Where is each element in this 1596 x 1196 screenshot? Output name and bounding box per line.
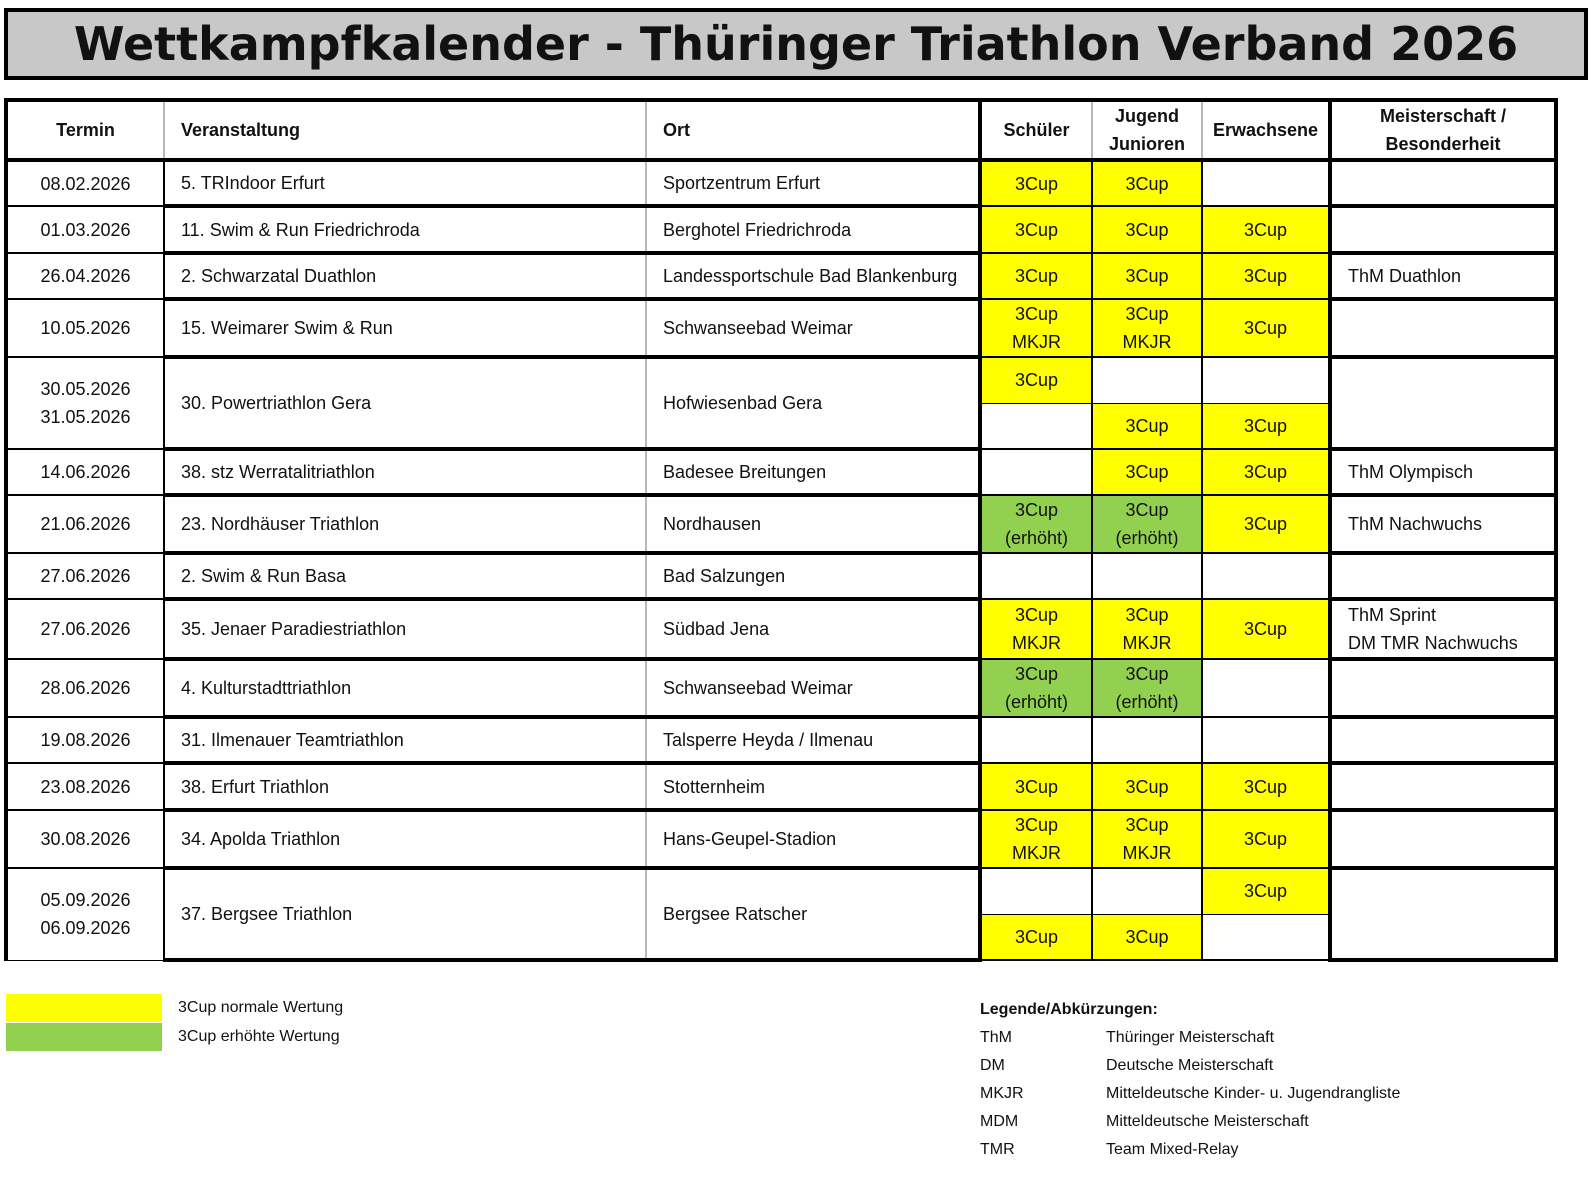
cell-schueler-line: MKJR [1012, 332, 1061, 352]
table-row [6, 868, 1556, 914]
cell-date: 10.05.2026 [6, 299, 164, 357]
cell-schueler [980, 810, 1092, 868]
cell-date-line: 30.05.2026 [40, 379, 131, 399]
cell-erwachsene-top [1202, 357, 1330, 403]
table-row [6, 553, 1556, 599]
cell-erwachsene [1202, 599, 1330, 659]
col-header-meisterschaft [1330, 100, 1556, 160]
table-row [6, 599, 1556, 659]
col-header-meister-line2: Besonderheit [1385, 134, 1501, 154]
cell-event: 37. Bergsee Triathlon [164, 868, 646, 960]
col-header-termin: Termin [6, 100, 164, 160]
cell-erwachsene [1202, 810, 1330, 868]
cell-erwachsene [1202, 659, 1330, 717]
cell-schueler-top: 3Cup [980, 357, 1092, 403]
col-header-jugend-line2: Junioren [1108, 134, 1185, 154]
calendar-table [4, 98, 1558, 962]
cell-schueler-line: MKJR [1012, 633, 1061, 653]
cell-jugend-line: 3Cup [1125, 219, 1169, 240]
table-row [6, 206, 1556, 253]
cell-erwachsene-line: 3Cup [1243, 318, 1288, 338]
cell-erwachsene [1202, 763, 1330, 810]
cell-jugend [1092, 763, 1202, 810]
cell-meisterschaft-line: ThM Sprint [1348, 605, 1437, 625]
cell-erwachsene-line: 3Cup [1243, 219, 1288, 240]
table-row [6, 253, 1556, 299]
cell-erwachsene [1202, 449, 1330, 495]
table-row [6, 357, 1556, 403]
legend-swatch-elevated [6, 1023, 162, 1051]
cell-erwachsene [1202, 160, 1330, 206]
cell-jugend [1092, 449, 1202, 495]
cell-event: 23. Nordhäuser Triathlon [164, 495, 646, 553]
abbreviation-list [980, 1024, 1401, 1164]
cell-schueler-bottom [980, 403, 1092, 449]
abbreviation-heading: Legende/Abkürzungen: [980, 1001, 1158, 1018]
cell-schueler [980, 160, 1092, 206]
cell-location: Hans-Geupel-Stadion [646, 810, 980, 868]
cell-location: Südbad Jena [646, 599, 980, 659]
col-header-meister-line1: Meisterschaft / [1379, 106, 1507, 126]
cell-date: 30.08.2026 [6, 810, 164, 868]
cell-location: Bad Salzungen [646, 553, 980, 599]
cell-event: 30. Powertriathlon Gera [164, 357, 646, 449]
cell-event: 2. Swim & Run Basa [164, 553, 646, 599]
cell-meisterschaft-line: ThM Olympisch [1348, 462, 1474, 482]
cell-event: 34. Apolda Triathlon [164, 810, 646, 868]
cell-erwachsene-line: 3Cup [1243, 266, 1288, 286]
cell-meisterschaft-line: ThM Nachwuchs [1348, 514, 1483, 534]
cell-meisterschaft [1330, 299, 1556, 357]
cell-jugend-line: 3Cup [1125, 664, 1169, 684]
cell-jugend [1092, 717, 1202, 763]
abbreviation-value: Deutsche Meisterschaft [1106, 1057, 1274, 1074]
cell-meisterschaft [1330, 717, 1556, 763]
cell-meisterschaft-line: ThM Duathlon [1348, 266, 1462, 286]
abbreviation-row [980, 1024, 1275, 1052]
legend-swatch-normal [6, 994, 162, 1022]
abbreviation-key: TMR [980, 1141, 1015, 1158]
cell-event: 5. TRIndoor Erfurt [164, 160, 646, 206]
cell-date: 01.03.2026 [6, 206, 164, 253]
cell-jugend [1092, 810, 1202, 868]
cell-meisterschaft [1330, 810, 1556, 868]
cell-schueler [980, 253, 1092, 299]
cell-jugend-line: 3Cup [1125, 462, 1169, 482]
cell-schueler-line: 3Cup [1014, 815, 1059, 835]
cell-erwachsene-line: 3Cup [1243, 514, 1288, 534]
cell-schueler [980, 717, 1092, 763]
cell-location: Bergsee Ratscher [646, 868, 980, 960]
legend-label-normal: 3Cup normale Wertung [178, 999, 344, 1016]
cell-schueler-line: 3Cup [1014, 776, 1059, 797]
cell-schueler [980, 599, 1092, 659]
cell-meisterschaft [1330, 599, 1556, 659]
col-header-jugend [1092, 100, 1202, 160]
cell-event: 11. Swim & Run Friedrichroda [164, 206, 646, 253]
cell-jugend-line: (erhöht) [1115, 528, 1179, 548]
cell-schueler-line: 3Cup [1014, 664, 1059, 684]
cell-schueler-line: MKJR [1012, 843, 1061, 863]
table-row [6, 495, 1556, 553]
cell-meisterschaft [1330, 659, 1556, 717]
cell-event: 2. Schwarzatal Duathlon [164, 253, 646, 299]
cell-schueler-line: (erhöht) [1004, 528, 1069, 548]
cell-location: Landessportschule Bad Blankenburg [646, 253, 980, 299]
cell-jugend-line: 3Cup [1125, 815, 1169, 835]
cell-erwachsene [1202, 206, 1330, 253]
abbreviation-key: MDM [980, 1113, 1019, 1130]
cell-event: 31. Ilmenauer Teamtriathlon [164, 717, 646, 763]
cell-jugend [1092, 299, 1202, 357]
cell-erwachsene [1202, 253, 1330, 299]
cell-erwachsene [1202, 553, 1330, 599]
cell-date-line: 05.09.2026 [40, 890, 131, 911]
cell-schueler [980, 495, 1092, 553]
cell-meisterschaft [1330, 495, 1556, 553]
cell-jugend [1092, 206, 1202, 253]
cell-date: 27.06.2026 [6, 553, 164, 599]
col-header-jugend-line1: Jugend [1114, 106, 1179, 126]
cell-jugend [1092, 495, 1202, 553]
cell-jugend-line: MKJR [1122, 332, 1172, 352]
cell-date-line: 31.05.2026 [40, 407, 131, 427]
cell-schueler-line: 3Cup [1014, 605, 1059, 625]
table-row [6, 659, 1556, 717]
cell-erwachsene-line: 3Cup [1243, 462, 1288, 482]
cell-erwachsene [1202, 717, 1330, 763]
cell-location: Schwanseebad Weimar [646, 299, 980, 357]
cell-location: Talsperre Heyda / Ilmenau [646, 717, 980, 763]
abbreviation-row [980, 1108, 1309, 1136]
abbreviation-value: Mitteldeutsche Meisterschaft [1106, 1113, 1309, 1130]
col-header-erwachsene: Erwachsene [1202, 100, 1330, 160]
cell-meisterschaft [1330, 206, 1556, 253]
cell-date: 27.06.2026 [6, 599, 164, 659]
abbreviation-key: DM [980, 1057, 1005, 1074]
cell-date: 21.06.2026 [6, 495, 164, 553]
table-header-row [6, 100, 1556, 160]
cell-schueler-line: 3Cup [1014, 219, 1059, 240]
cell-jugend-line: 3Cup [1125, 776, 1169, 797]
cell-event: 4. Kulturstadttriathlon [164, 659, 646, 717]
cell-erwachsene-line: 3Cup [1243, 829, 1288, 849]
cell-schueler [980, 449, 1092, 495]
cell-jugend-line: 3Cup [1125, 500, 1169, 520]
cell-schueler-line: 3Cup [1014, 304, 1059, 324]
cell-meisterschaft [1330, 868, 1556, 960]
cell-jugend-bottom: 3Cup [1092, 914, 1202, 960]
cell-erwachsene-bottom: 3Cup [1202, 403, 1330, 449]
cell-schueler [980, 299, 1092, 357]
col-header-schueler: Schüler [980, 100, 1092, 160]
abbreviation-row [980, 1080, 1401, 1108]
table-row [6, 449, 1556, 495]
cell-meisterschaft [1330, 357, 1556, 449]
abbreviation-row [980, 1052, 1274, 1080]
cell-date [6, 868, 164, 960]
abbreviation-value: Mitteldeutsche Kinder- u. Jugendrangliste [1106, 1085, 1401, 1102]
page-title: Wettkampfkalender - Thüringer Triathlon Verband 2026 [4, 8, 1588, 80]
cell-schueler-bottom: 3Cup [980, 914, 1092, 960]
abbreviation-value: Team Mixed-Relay [1106, 1141, 1239, 1158]
cell-meisterschaft [1330, 449, 1556, 495]
cell-jugend-top [1092, 868, 1202, 914]
cell-schueler-line: 3Cup [1014, 173, 1059, 194]
cell-jugend [1092, 553, 1202, 599]
cell-date: 23.08.2026 [6, 763, 164, 810]
cell-date [6, 357, 164, 449]
cell-jugend-bottom: 3Cup [1092, 403, 1202, 449]
cell-location: Nordhausen [646, 495, 980, 553]
abbreviation-row [980, 1136, 1239, 1164]
cell-jugend-line: 3Cup [1125, 173, 1169, 194]
cell-location: Berghotel Friedrichroda [646, 206, 980, 253]
cell-date-line: 06.09.2026 [40, 918, 131, 939]
cell-schueler-top [980, 868, 1092, 914]
abbreviation-key: ThM [980, 1029, 1012, 1046]
cell-location: Stotternheim [646, 763, 980, 810]
cell-erwachsene-line: 3Cup [1243, 776, 1288, 797]
cell-location: Badesee Breitungen [646, 449, 980, 495]
table-row [6, 299, 1556, 357]
cell-schueler-line: 3Cup [1014, 500, 1059, 520]
cell-location: Hofwiesenbad Gera [646, 357, 980, 449]
cell-schueler [980, 206, 1092, 253]
cell-event: 38. stz Werratalitriathlon [164, 449, 646, 495]
cell-event: 38. Erfurt Triathlon [164, 763, 646, 810]
table-row [6, 160, 1556, 206]
cell-date: 26.04.2026 [6, 253, 164, 299]
cell-location: Schwanseebad Weimar [646, 659, 980, 717]
cell-schueler [980, 553, 1092, 599]
cell-jugend-line: MKJR [1122, 633, 1172, 653]
cell-schueler-line: 3Cup [1014, 266, 1059, 286]
cell-schueler [980, 763, 1092, 810]
cell-jugend-line: 3Cup [1125, 605, 1169, 625]
cell-meisterschaft-line: DM TMR Nachwuchs [1348, 633, 1518, 653]
cell-meisterschaft [1330, 763, 1556, 810]
cell-jugend [1092, 253, 1202, 299]
cell-jugend-line: 3Cup [1125, 304, 1169, 324]
cell-jugend-line: 3Cup [1125, 266, 1169, 286]
cell-erwachsene-top: 3Cup [1202, 868, 1330, 914]
cell-jugend [1092, 659, 1202, 717]
cell-date: 19.08.2026 [6, 717, 164, 763]
legend-label-elevated: 3Cup erhöhte Wertung [178, 1028, 340, 1045]
abbreviation-legend [980, 996, 1401, 1164]
cell-location: Sportzentrum Erfurt [646, 160, 980, 206]
cell-schueler [980, 659, 1092, 717]
cell-erwachsene-bottom [1202, 914, 1330, 960]
cell-jugend-line: (erhöht) [1115, 692, 1179, 712]
col-header-veranstaltung: Veranstaltung [164, 100, 646, 160]
cell-date: 14.06.2026 [6, 449, 164, 495]
cell-erwachsene [1202, 495, 1330, 553]
table-row [6, 763, 1556, 810]
cell-jugend [1092, 599, 1202, 659]
cell-erwachsene [1202, 299, 1330, 357]
table-row [6, 717, 1556, 763]
table-row [6, 810, 1556, 868]
abbreviation-value: Thüringer Meisterschaft [1106, 1029, 1275, 1046]
cell-date: 08.02.2026 [6, 160, 164, 206]
cell-meisterschaft [1330, 160, 1556, 206]
cell-date: 28.06.2026 [6, 659, 164, 717]
abbreviation-key: MKJR [980, 1085, 1024, 1102]
cell-event: 35. Jenaer Paradiestriathlon [164, 599, 646, 659]
col-header-ort: Ort [646, 100, 980, 160]
cell-meisterschaft [1330, 253, 1556, 299]
cell-jugend [1092, 160, 1202, 206]
cell-jugend-top [1092, 357, 1202, 403]
cell-jugend-line: MKJR [1122, 843, 1172, 863]
cell-schueler-line: (erhöht) [1004, 692, 1069, 712]
cell-event: 15. Weimarer Swim & Run [164, 299, 646, 357]
cell-erwachsene-line: 3Cup [1243, 619, 1288, 639]
cell-meisterschaft [1330, 553, 1556, 599]
calendar-body [6, 160, 1556, 960]
